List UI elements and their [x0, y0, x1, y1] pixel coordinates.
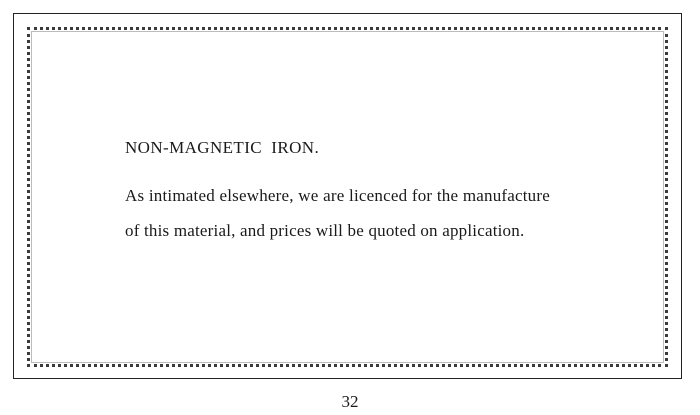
section-heading: NON-MAGNETIC IRON. — [125, 138, 320, 157]
notice-body — [125, 138, 550, 248]
notice-paragraph: As intimated elsewhere, we are licenced for the manufacture of this material, and prices will be quoted on application. — [125, 186, 550, 240]
page-number: 32 — [341, 392, 359, 411]
